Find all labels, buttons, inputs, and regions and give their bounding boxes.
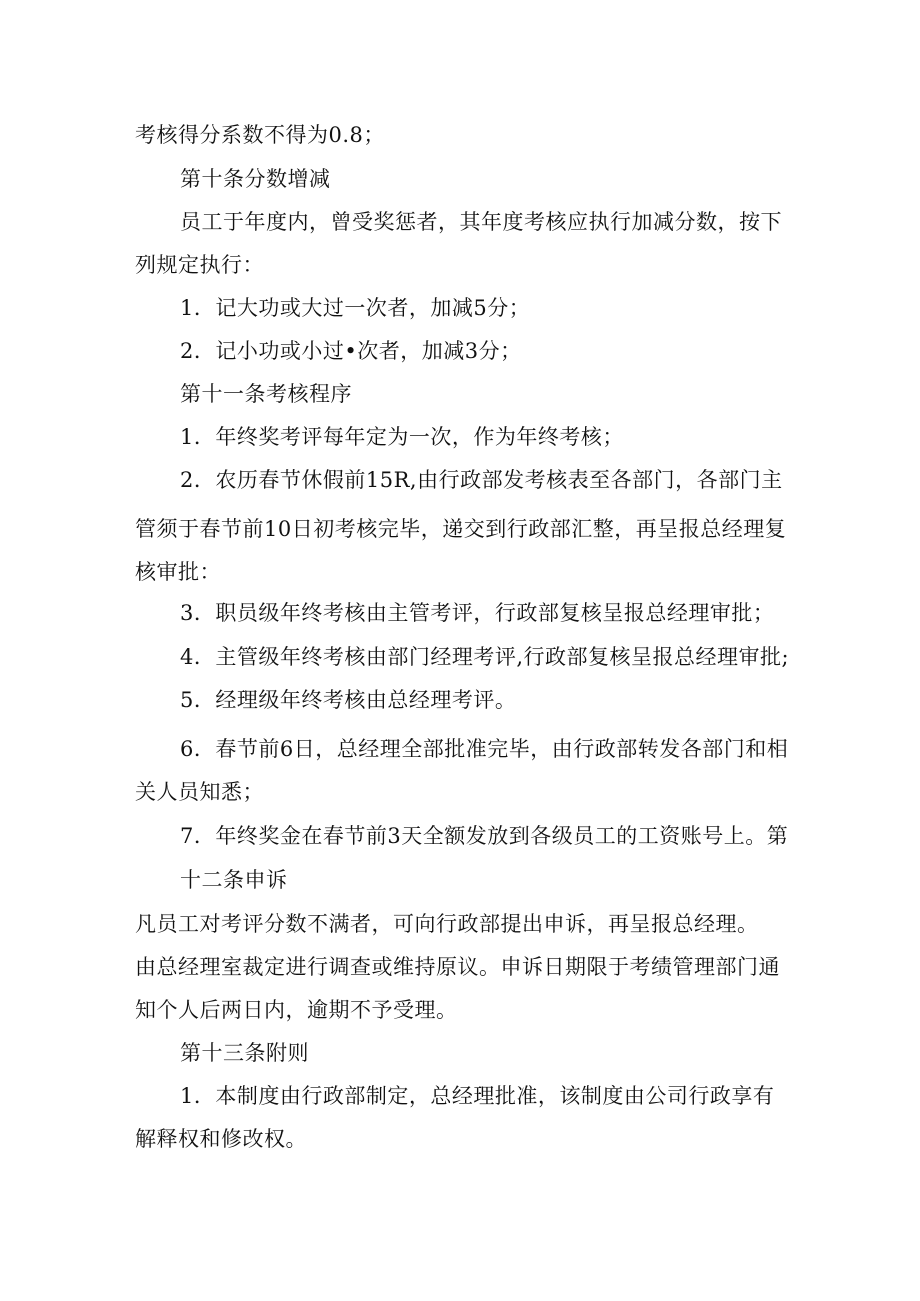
text-line: 管须于春节前10日初考核完毕，递交到行政部汇整，再呈报总经理复 xyxy=(135,517,787,541)
text-line: 员工于年度内，曾受奖惩者，其年度考核应执行加减分数，按下 xyxy=(180,210,782,234)
list-item: 1．年终奖考评每年定为一次，作为年终考核； xyxy=(180,425,624,449)
text-line: 由总经理室裁定进行调查或维持原议。申诉日期限于考绩管理部门通 xyxy=(135,955,780,979)
text-line: 核审批： xyxy=(135,560,221,584)
text-line: 考核得分系数不得为0.8； xyxy=(135,123,385,147)
list-item: 1．记大功或大过一次者，加减5分； xyxy=(180,296,531,320)
list-item: 4．主管级年终考核由部门经理考评,行政部复核呈报总经理审批; xyxy=(180,645,790,669)
section-heading: 第十一条考核程序 xyxy=(180,382,352,406)
text-line: 凡员工对考评分数不满者，可向行政部提出申诉，再呈报总经理。 xyxy=(135,912,759,936)
list-item: 2．农历春节休假前15R,由行政部发考核表至各部门，各部门主 xyxy=(180,468,783,492)
list-item: 7．年终奖金在春节前3天全额发放到各级员工的工资账号上。第 xyxy=(180,824,789,848)
section-heading: 第十三条附则 xyxy=(180,1041,309,1065)
text-line: 关人员知悉； xyxy=(135,780,264,804)
section-heading: 第十条分数增减 xyxy=(180,167,331,191)
text-line: 知个人后两日内，逾期不予受理。 xyxy=(135,998,458,1022)
list-item: 1．本制度由行政部制定，总经理批准，该制度由公司行政享有 xyxy=(180,1084,775,1108)
text-line: 解释权和修改权。 xyxy=(135,1127,307,1151)
list-item: 2．记小功或小过•次者，加减3分； xyxy=(180,339,522,363)
list-item: 5．经理级年终考核由总经理考评。 xyxy=(180,688,517,712)
section-heading: 十二条申诉 xyxy=(180,868,288,892)
text-line: 列规定执行： xyxy=(135,253,264,277)
list-item: 6．春节前6日，总经理全部批准完毕，由行政部转发各部门和相 xyxy=(180,737,789,761)
list-item: 3．职员级年终考核由主管考评，行政部复核呈报总经理审批； xyxy=(180,601,775,625)
